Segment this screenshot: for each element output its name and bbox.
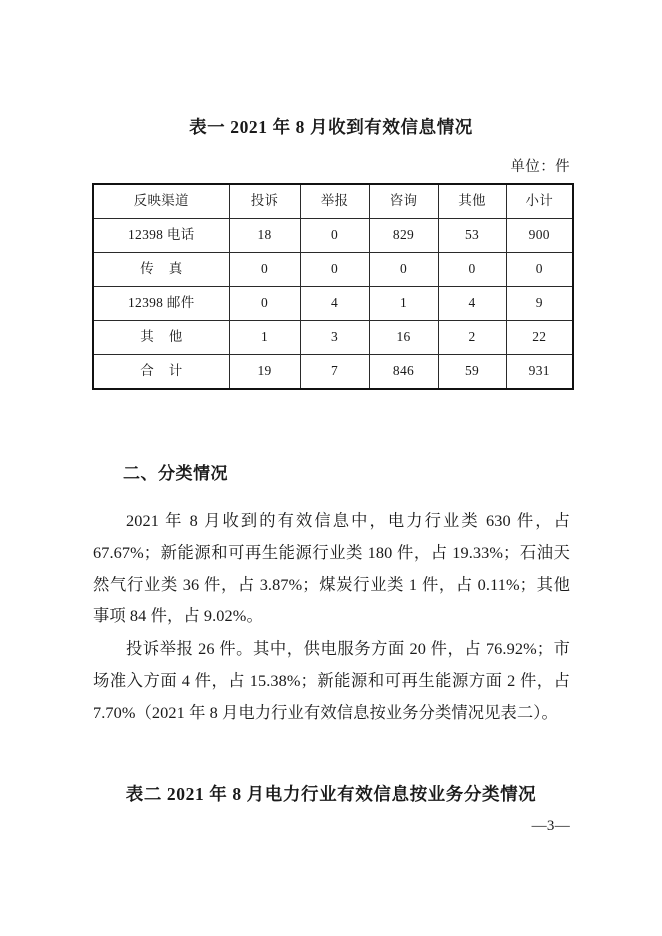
column-header-consult: 咨询 — [369, 184, 438, 219]
cell-other: 4 — [438, 287, 506, 321]
cell-report: 3 — [300, 321, 369, 355]
cell-report: 0 — [300, 219, 369, 253]
cell-report: 4 — [300, 287, 369, 321]
cell-complaint: 1 — [229, 321, 300, 355]
table-one — [92, 183, 574, 390]
table-one-title: 表一 2021 年 8 月收到有效信息情况 — [189, 117, 473, 137]
cell-consult: 0 — [369, 253, 438, 287]
cell-consult: 1 — [369, 287, 438, 321]
column-header-complaint: 投诉 — [229, 184, 300, 219]
cell-complaint: 0 — [229, 253, 300, 287]
cell-channel-label: 传真 — [140, 261, 198, 277]
cell-report: 7 — [300, 355, 369, 390]
cell-channel — [93, 321, 229, 355]
cell-complaint: 18 — [229, 219, 300, 253]
cell-other: 0 — [438, 253, 506, 287]
table-row — [93, 287, 573, 321]
table-row — [93, 321, 573, 355]
cell-other: 53 — [438, 219, 506, 253]
cell-other: 59 — [438, 355, 506, 390]
column-header-subtotal: 小计 — [506, 184, 573, 219]
cell-subtotal: 900 — [506, 219, 573, 253]
page-number: —3— — [531, 818, 570, 834]
cell-consult: 829 — [369, 219, 438, 253]
cell-complaint: 0 — [229, 287, 300, 321]
cell-subtotal: 0 — [506, 253, 573, 287]
cell-channel — [93, 355, 229, 390]
table-row — [93, 253, 573, 287]
column-header-other: 其他 — [438, 184, 506, 219]
table-row — [93, 219, 573, 253]
cell-channel-label: 其他 — [140, 329, 198, 345]
section-two-heading: 二、分类情况 — [123, 464, 228, 483]
cell-channel: 12398 邮件 — [93, 287, 229, 321]
column-header-report: 举报 — [300, 184, 369, 219]
cell-subtotal: 22 — [506, 321, 573, 355]
cell-other: 2 — [438, 321, 506, 355]
table-total-row — [93, 355, 573, 390]
section-two-paragraph-1: 2021 年 8 月收到的有效信息中，电力行业类 630 件，占 67.67%；新能源和可再生能源行业类 180 件，占 19.33%；石油天然气行业类 36 件，占 3.87%；煤炭行业类 1 件，占 0.11%；其他事项 84 件，占 9.02%。 — [93, 511, 570, 626]
cell-consult: 846 — [369, 355, 438, 390]
cell-consult: 16 — [369, 321, 438, 355]
column-header-channel: 反映渠道 — [93, 184, 229, 219]
cell-channel-label: 合计 — [140, 363, 198, 379]
table-one-unit-caption: 单位：件 — [510, 159, 570, 175]
cell-subtotal: 931 — [506, 355, 573, 390]
table-two-title: 表二 2021 年 8 月电力行业有效信息按业务分类情况 — [125, 784, 537, 804]
cell-channel: 12398 电话 — [93, 219, 229, 253]
cell-channel — [93, 253, 229, 287]
cell-report: 0 — [300, 253, 369, 287]
cell-complaint: 19 — [229, 355, 300, 390]
section-two-paragraph-2: 投诉举报 26 件。其中，供电服务方面 20 件，占 76.92%；市场准入方面 4 件，占 15.38%；新能源和可再生能源方面 2 件，占 7.70%（2021 年 8 月电力行业有效信息按业务分类情况见表二）。 — [93, 639, 570, 722]
table-header-row — [93, 184, 573, 219]
cell-subtotal: 9 — [506, 287, 573, 321]
